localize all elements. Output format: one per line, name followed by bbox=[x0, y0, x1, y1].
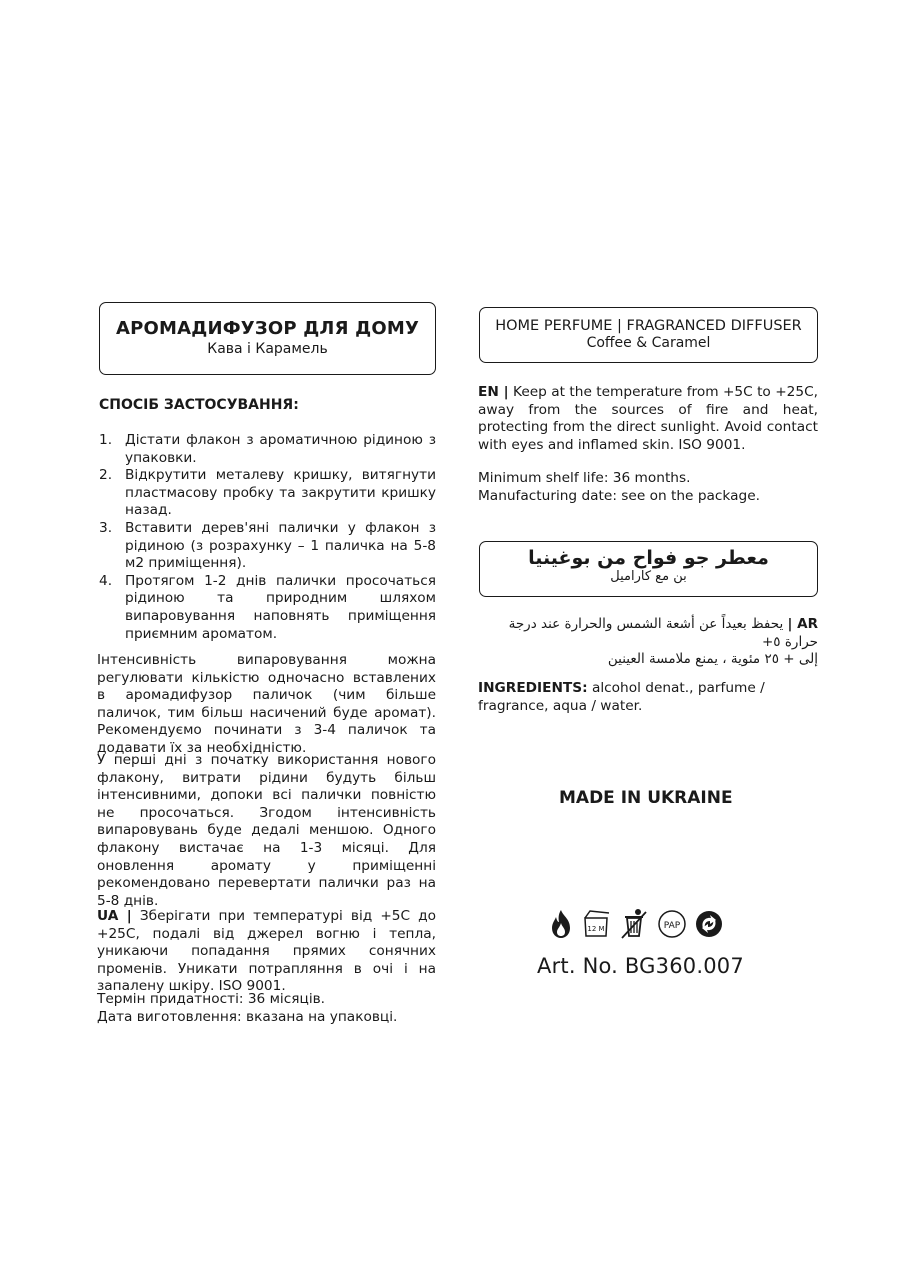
ar-storage-line-1 bbox=[479, 616, 818, 651]
ua-steps-list bbox=[99, 432, 436, 643]
ingredients-paragraph bbox=[478, 680, 818, 715]
list-item bbox=[99, 573, 436, 643]
step-number: 4. bbox=[99, 572, 113, 589]
flame-icon bbox=[549, 909, 573, 939]
ingredients-text: alcohol denat., parfume / fragrance, aqua / water. bbox=[478, 680, 765, 714]
ua-shelf-life: Термін придатності: 36 місяців. bbox=[97, 991, 326, 1007]
ua-subtitle: Кава і Карамель bbox=[207, 341, 328, 357]
en-subtitle: Coffee & Caramel bbox=[586, 335, 711, 351]
ar-lang-label: AR | bbox=[787, 616, 818, 632]
step-number: 1. bbox=[99, 432, 113, 448]
en-storage-paragraph bbox=[478, 384, 818, 454]
list-item bbox=[99, 520, 436, 573]
pap-icon bbox=[657, 909, 687, 939]
en-lang-label: EN | bbox=[478, 384, 509, 400]
symbols-row bbox=[549, 908, 723, 940]
pap-text: PAP bbox=[663, 921, 681, 931]
ingredients-label: INGREDIENTS: bbox=[478, 680, 588, 696]
step-text: Протягом 1-2 днів палички просочаться рідиною та природним шляхом випаровування наповнять приміщення приємним ароматом. bbox=[125, 572, 436, 642]
en-shelf-block bbox=[478, 470, 818, 505]
step-text: Вставити дерев'яні палички у флакон з рідиною (з розрахунку – 1 паличка на 5-8 м2 приміщення). bbox=[125, 519, 436, 572]
ua-intensity-paragraph: Інтенсивність випаровування можна регулювати кількістю одночасно вставлених в аромадифузор паличок (чим більше паличок, тим більш насичений буде аромат). Рекомендуємо починати з 3-4 паличок та додавати їх за необхідністю. bbox=[97, 652, 436, 756]
list-item bbox=[99, 467, 436, 520]
step-number: 3. bbox=[99, 519, 113, 536]
ua-lang-label: UA | bbox=[97, 908, 132, 924]
ar-title-box bbox=[479, 541, 818, 597]
ar-storage-text-1: يحفظ بعيداً عن أشعة الشمس والحرارة عند درجة حرارة ٥+ bbox=[508, 616, 818, 650]
step-number: 2. bbox=[99, 467, 113, 484]
ar-subtitle: بن مع كاراميل bbox=[610, 569, 687, 584]
ua-storage-paragraph bbox=[97, 908, 436, 996]
en-shelf-life: Minimum shelf life: 36 months. bbox=[478, 470, 691, 486]
ua-title-box bbox=[99, 302, 436, 375]
made-in-label: MADE IN UKRAINE bbox=[559, 788, 733, 808]
ua-shelf-block bbox=[97, 991, 436, 1026]
step-text: Відкрутити металеву кришку, витягнути пластмасову пробку та закрутити кришку назад. bbox=[125, 467, 436, 519]
ua-storage-text: Зберігати при температурі від +5С до +25С, подалі від джерел вогню і тепла, уникаючи попадання прямих сонячних променів. Уникати потрапляння в очі і на запалену шкіру. ISO 9001. bbox=[97, 908, 436, 995]
ar-storage-paragraph bbox=[479, 616, 818, 669]
en-title: HOME PERFUME | FRAGRANCED DIFFUSER bbox=[495, 318, 802, 334]
recycle-bin-icon bbox=[619, 908, 649, 940]
list-item bbox=[99, 432, 436, 467]
pao-12m-icon bbox=[581, 909, 611, 939]
green-dot-icon bbox=[695, 910, 723, 938]
en-manufacture-date: Manufacturing date: see on the package. bbox=[478, 487, 760, 504]
ar-title: معطر جو فواح من بوغينيا bbox=[528, 547, 769, 569]
ua-manufacture-date: Дата виготовлення: вказана на упаковці. bbox=[97, 1008, 398, 1025]
en-title-box bbox=[479, 307, 818, 363]
step-text: Дістати флакон з ароматичною рідиною з упаковки. bbox=[125, 432, 436, 466]
article-number: Art. No. BG360.007 bbox=[537, 954, 744, 978]
ua-method-heading: СПОСІБ ЗАСТОСУВАННЯ: bbox=[99, 397, 299, 413]
pao-text: 12 M bbox=[587, 925, 605, 933]
ar-storage-line-2: إلى + ٢٥ مئوية ، يمنع ملامسة العينين bbox=[607, 651, 818, 668]
ua-first-days-paragraph: У перші дні з початку використання нового флакону, витрати рідини будуть більш інтенсивними, допоки всі палички повністю не просочаться. Згодом інтенсивність випаровувань буде дедалі меншою. Одного флакону вистачає на 1-3 місяці. Для оновлення аромату у приміщенні рекомендовано перевертати палички раз на 5-8 днів. bbox=[97, 752, 436, 909]
en-storage-text: Keep at the temperature from +5C to +25C, away from the sources of fire and heat, protecting from the direct sunlight. Avoid contact with eyes and inflamed skin. ISO 9001. bbox=[478, 384, 818, 453]
ua-title: АРОМАДИФУЗОР ДЛЯ ДОМУ bbox=[115, 318, 420, 339]
